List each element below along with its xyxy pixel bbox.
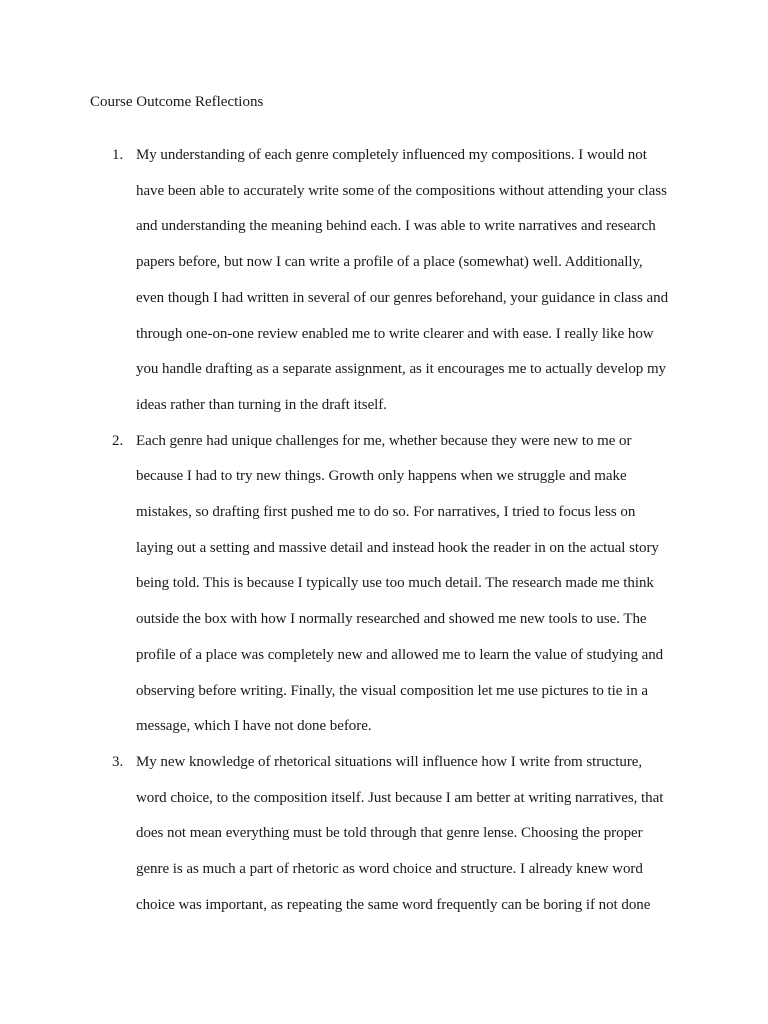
text-line: My understanding of each genre completely influenced my compositions. I would not bbox=[136, 147, 647, 163]
text-line: ideas rather than turning in the draft itself. bbox=[136, 396, 387, 413]
list-item-3 bbox=[90, 745, 682, 924]
text-line: laying out a setting and massive detail and instead hook the reader in on the actual story bbox=[136, 539, 659, 556]
text-line: being told. This is because I typically use too much detail. The research made me think bbox=[136, 575, 654, 592]
text-line: genre is as much a part of rhetoric as word choice and structure. I already knew word bbox=[136, 861, 643, 878]
text-line: you handle drafting as a separate assignment, as it encourages me to actually develop my bbox=[136, 361, 667, 378]
reflection-list bbox=[90, 138, 682, 923]
list-item-text bbox=[136, 745, 682, 924]
text-line: through one-on-one review enabled me to write clearer and with ease. I really like how bbox=[136, 325, 654, 342]
text-line: message, which I have not done before. bbox=[136, 718, 372, 735]
page-title: Course Outcome Reflections bbox=[90, 94, 264, 110]
text-line: choice was important, as repeating the same word frequently can be boring if not done bbox=[136, 896, 651, 913]
text-line: observing before writing. Finally, the visual composition let me use pictures to tie in a bbox=[136, 682, 648, 699]
text-line: and understanding the meaning behind each. I was able to write narratives and research bbox=[136, 218, 656, 235]
list-item-2 bbox=[90, 424, 682, 745]
text-line: mistakes, so drafting first pushed me to do so. For narratives, I tried to focus less on bbox=[136, 504, 636, 521]
text-line: even though I had written in several of our genres beforehand, your guidance in class and bbox=[136, 289, 669, 306]
text-line: word choice, to the composition itself. Just because I am better at writing narratives, that bbox=[136, 789, 664, 806]
list-item-text bbox=[136, 424, 682, 745]
text-line: My new knowledge of rhetorical situations will influence how I write from structure, bbox=[136, 753, 643, 770]
text-line: outside the box with how I normally researched and showed me new tools to use. The bbox=[136, 611, 647, 628]
list-item-text bbox=[136, 138, 682, 424]
text-line: profile of a place was completely new and allowed me to learn the value of studying and bbox=[136, 646, 664, 663]
list-item-1 bbox=[90, 138, 682, 424]
text-line: does not mean everything must be told through that genre lense. Choosing the proper bbox=[136, 825, 643, 842]
list-item-number: 3. bbox=[112, 753, 124, 770]
list-item-number: 1. bbox=[112, 147, 124, 163]
list-item-number: 2. bbox=[112, 432, 124, 449]
text-line: have been able to accurately write some of the compositions without attending your class bbox=[136, 182, 667, 199]
text-line: because I had to try new things. Growth only happens when we struggle and make bbox=[136, 468, 627, 485]
text-line: Each genre had unique challenges for me, whether because they were new to me or bbox=[136, 432, 632, 449]
text-line: papers before, but now I can write a profile of a place (somewhat) well. Additionally, bbox=[136, 254, 643, 271]
